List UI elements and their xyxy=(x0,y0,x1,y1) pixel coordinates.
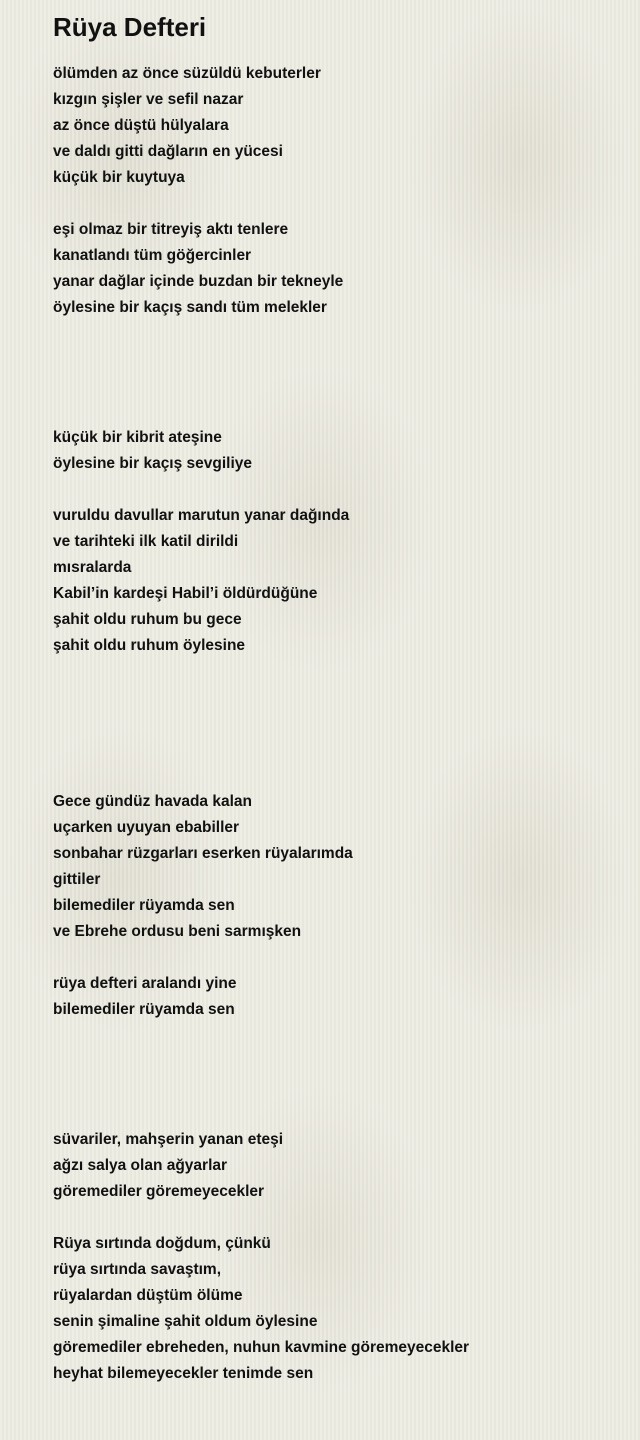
poem-line: şahit oldu ruhum öylesine xyxy=(53,637,246,654)
poem-line: sonbahar rüzgarları eserken rüyalarımda xyxy=(53,845,353,862)
poem-line: göremediler ebreheden, nuhun kavmine göremeyecekler xyxy=(53,1339,470,1356)
poem-line: Gece gündüz havada kalan xyxy=(53,793,252,810)
poem-line: uçarken uyuyan ebabiller xyxy=(53,819,240,836)
stanza-4 xyxy=(53,503,640,659)
poem-line: rüyalardan düştüm ölüme xyxy=(53,1287,243,1304)
poem-line: rüya defteri aralandı yine xyxy=(53,975,237,992)
stanza-5 xyxy=(53,789,640,945)
stanza-gap xyxy=(53,477,640,503)
section-gap xyxy=(53,659,640,763)
poem-line: rüya sırtında savaştım, xyxy=(53,1261,221,1278)
stanza-8 xyxy=(53,1231,640,1387)
stanza-7 xyxy=(53,1127,640,1205)
stanza-6 xyxy=(53,971,640,1023)
stanza-2 xyxy=(53,217,640,321)
poem-line: ölümden az önce süzüldü kebuterler xyxy=(53,65,321,82)
poem-line: gittiler xyxy=(53,871,101,888)
poem-line: senin şimaline şahit oldum öylesine xyxy=(53,1313,318,1330)
poem-line: yanar dağlar içinde buzdan bir tekneyle xyxy=(53,273,344,290)
poem-line: göremediler göremeyecekler xyxy=(53,1183,265,1200)
section-gap xyxy=(53,1023,640,1127)
poem-line: Kabil’in kardeşi Habil’i öldürdüğüne xyxy=(53,585,318,602)
poem-line: şahit oldu ruhum bu gece xyxy=(53,611,242,628)
poem-line: bilemediler rüyamda sen xyxy=(53,897,235,914)
poem-line: ve daldı gitti dağların en yücesi xyxy=(53,143,283,160)
poem-line: heyhat bilemeyecekler tenimde sen xyxy=(53,1365,314,1382)
poem-body xyxy=(53,61,640,1387)
stanza-3 xyxy=(53,425,640,477)
poem-line: bilemediler rüyamda sen xyxy=(53,1001,235,1018)
poem-line: ve tarihteki ilk katil dirildi xyxy=(53,533,239,550)
poem-line: süvariler, mahşerin yanan eteşi xyxy=(53,1131,284,1148)
poem-line: öylesine bir kaçış sevgiliye xyxy=(53,455,253,472)
stanza-gap xyxy=(53,1205,640,1231)
stanza-gap xyxy=(53,191,640,217)
poem-line: mısralarda xyxy=(53,559,132,576)
poem-line: vuruldu davullar marutun yanar dağında xyxy=(53,507,350,524)
section-gap xyxy=(53,763,640,789)
poem-line: küçük bir kuytuya xyxy=(53,169,185,186)
poem-title: Rüya Defteri xyxy=(53,12,207,42)
poem-line: öylesine bir kaçış sandı tüm melekler xyxy=(53,299,327,316)
stanza-gap xyxy=(53,945,640,971)
poem-line: küçük bir kibrit ateşine xyxy=(53,429,222,446)
stanza-1 xyxy=(53,61,640,191)
poem-line: kızgın şişler ve sefil nazar xyxy=(53,91,244,108)
section-gap xyxy=(53,321,640,425)
poem-line: ve Ebrehe ordusu beni sarmışken xyxy=(53,923,302,940)
poem-line: kanatlandı tüm göğercinler xyxy=(53,247,252,264)
poem-line: az önce düştü hülyalara xyxy=(53,117,229,134)
poem-line: eşi olmaz bir titreyiş aktı tenlere xyxy=(53,221,289,238)
poem-line: Rüya sırtında doğdum, çünkü xyxy=(53,1235,271,1252)
poem-line: ağzı salya olan ağyarlar xyxy=(53,1157,228,1174)
